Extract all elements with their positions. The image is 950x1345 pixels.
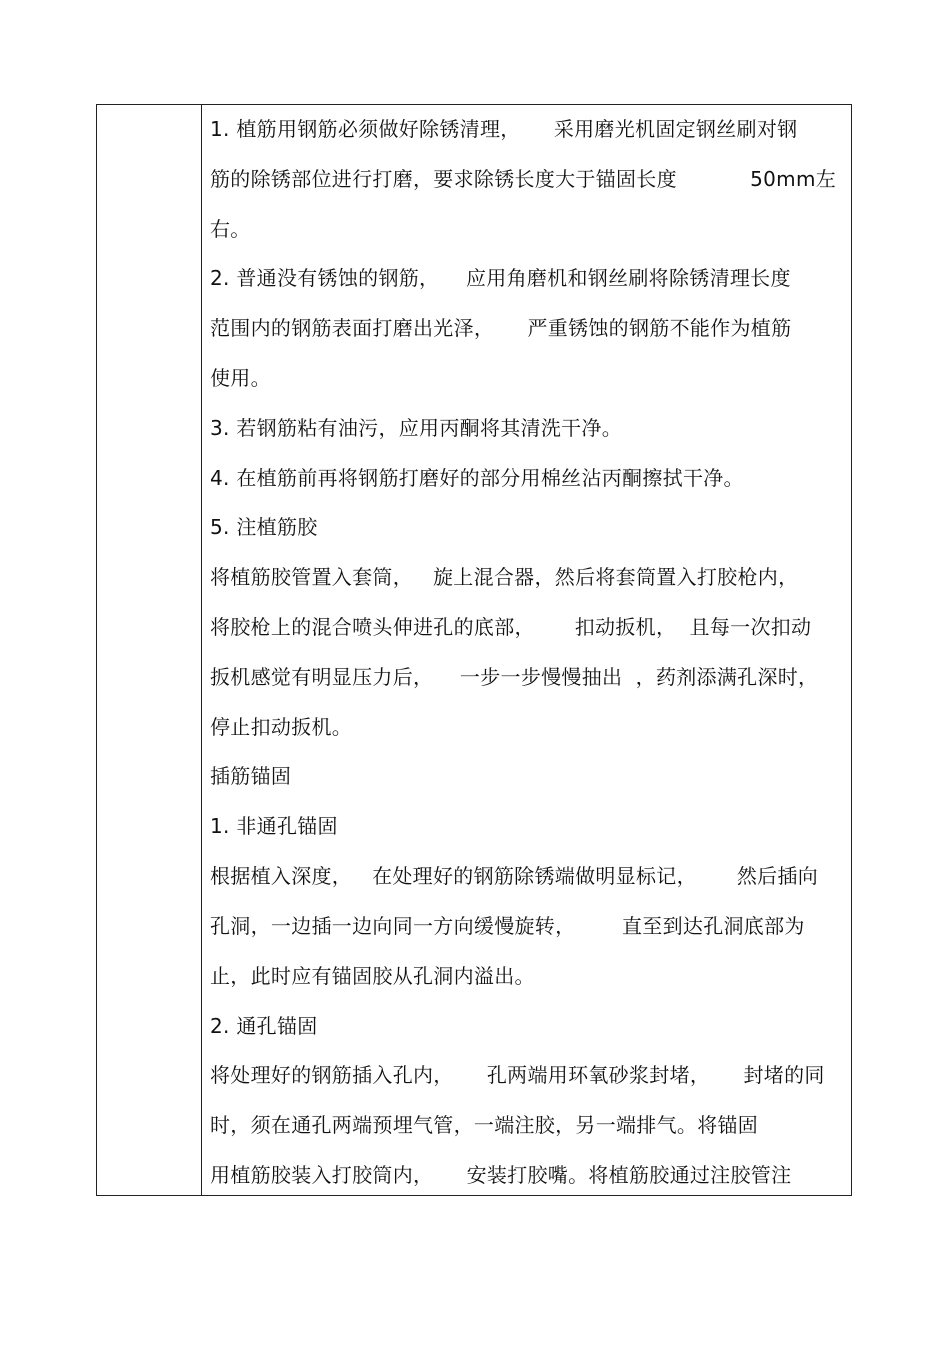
text-line: 右。 (210, 217, 251, 241)
text-line: 使用。 (210, 366, 271, 390)
text-line: 范围内的钢筋表面打磨出光泽， 严重锈蚀的钢筋不能作为植筋 (210, 316, 792, 340)
text-line: 孔洞，一边插一边向同一方向缓慢旋转， 直至到达孔洞底部为 (210, 914, 805, 938)
text-line: 1. 非通孔锚固 (210, 814, 338, 838)
text-line: 5. 注植筋胶 (210, 515, 318, 539)
text-line: 根据植入深度， 在处理好的钢筋除锈端做明显标记， 然后插向 (210, 864, 819, 888)
text-line: 3. 若钢筋粘有油污，应用丙酮将其清洗干净。 (210, 416, 623, 440)
text-line: 时，须在通孔两端预埋气管，一端注胶，另一端排气。将锚固 (210, 1113, 759, 1137)
text-line: 1. 植筋用钢筋必须做好除锈清理， 采用磨光机固定钢丝刷对钢 (210, 117, 798, 141)
text-line: 用植筋胶装入打胶筒内， 安装打胶嘴。将植筋胶通过注胶管注 (210, 1163, 792, 1187)
text-line: 筋的除锈部位进行打磨，要求除锈长度大于锚固长度 50mm左 (210, 167, 837, 191)
text-line: 扳机感觉有明显压力后， 一步一步慢慢抽出 ，药剂添满孔深时， (210, 665, 819, 689)
text-line: 将胶枪上的混合喷头伸进孔的底部， 扣动扳机， 且每一次扣动 (210, 615, 812, 639)
text-line: 将植筋胶管置入套筒， 旋上混合器，然后将套筒置入打胶枪内， (210, 565, 799, 589)
text-line: 2. 通孔锚固 (210, 1014, 318, 1038)
text-line: 止，此时应有锚固胶从孔洞内溢出。 (210, 964, 535, 988)
document-table (96, 104, 852, 1196)
text-line: 停止扣动扳机。 (210, 715, 353, 739)
table-left-cell (97, 105, 202, 1195)
text-line: 将处理好的钢筋插入孔内， 孔两端用环氧砂浆封堵， 封堵的同 (210, 1063, 825, 1087)
text-line: 4. 在植筋前再将钢筋打磨好的部分用棉丝沾丙酮擦拭干净。 (210, 466, 744, 490)
text-line: 2. 普通没有锈蚀的钢筋， 应用角磨机和钢丝刷将除锈清理长度 (210, 266, 791, 290)
text-line: 插筋锚固 (210, 764, 292, 788)
